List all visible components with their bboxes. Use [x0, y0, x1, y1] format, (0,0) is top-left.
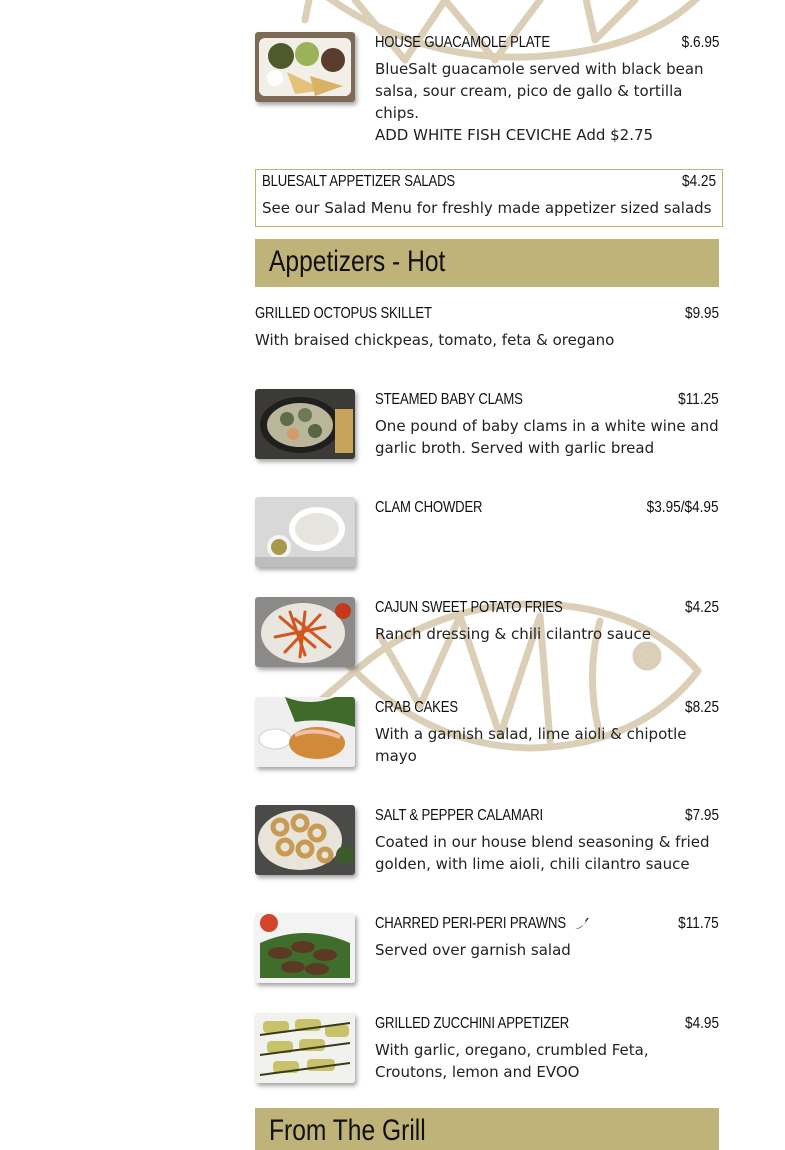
item-description: With braised chickpeas, tomato, feta & oregano	[255, 331, 615, 349]
menu-item-guacamole	[255, 32, 719, 152]
section-title: Appetizers - Hot	[269, 245, 446, 278]
item-price: $4.25	[684, 599, 719, 616]
item-price: $8.25	[684, 699, 719, 716]
item-name: HOUSE GUACAMOLE PLATE	[375, 34, 550, 51]
chowder-photo	[255, 497, 355, 567]
section-banner-appetizers-hot	[255, 239, 719, 287]
prawns-photo	[255, 913, 355, 983]
chili-pepper-icon	[574, 917, 589, 931]
guacamole-photo	[255, 32, 355, 102]
item-description: With a garnish salad, lime aioli & chipotle mayo	[375, 725, 687, 765]
menu-item-appetizer-salads	[255, 169, 723, 227]
item-description: See our Salad Menu for freshly made appetizer sized salads	[262, 199, 712, 217]
menu-item-crab-cakes	[255, 697, 719, 777]
item-price: $4.95	[684, 1015, 719, 1032]
item-description: Ranch dressing & chili cilantro sauce	[375, 625, 651, 643]
item-name: CAJUN SWEET POTATO FRIES	[375, 599, 563, 616]
item-price: $4.25	[681, 173, 716, 190]
menu-item-grilled-zucchini	[255, 1013, 719, 1093]
menu-item-clam-chowder	[255, 497, 719, 569]
item-price: $11.25	[678, 391, 719, 408]
item-description: Coated in our house blend seasoning & fried golden, with lime aioli, chili cilantro sauce	[375, 833, 710, 873]
item-name: BLUESALT APPETIZER SALADS	[262, 173, 456, 190]
section-banner-from-the-grill	[255, 1108, 719, 1150]
item-description: With garlic, oregano, crumbled Feta, Croutons, lemon and EVOO	[375, 1041, 649, 1081]
item-price: $3.95/$4.95	[647, 499, 719, 516]
zucchini-photo	[255, 1013, 355, 1083]
item-description: Served over garnish salad	[375, 941, 571, 959]
item-price: $7.95	[684, 807, 719, 824]
menu-item-octopus	[255, 303, 719, 359]
item-name: STEAMED BABY CLAMS	[375, 391, 523, 408]
fries-photo	[255, 597, 355, 667]
menu-item-peri-peri-prawns	[255, 913, 719, 985]
item-addon: ADD WHITE FISH CEVICHE Add $2.75	[375, 126, 654, 144]
item-price: $.6.95	[681, 34, 719, 51]
item-name: GRILLED ZUCCHINI APPETIZER	[375, 1015, 570, 1032]
item-name: CHARRED PERI-PERI PRAWNS	[375, 915, 589, 933]
section-title: From The Grill	[269, 1114, 426, 1147]
menu-item-clams	[255, 389, 719, 469]
clams-photo	[255, 389, 355, 459]
calamari-photo	[255, 805, 355, 875]
item-name: GRILLED OCTOPUS SKILLET	[255, 305, 432, 322]
item-price: $11.75	[678, 915, 719, 932]
menu-item-calamari	[255, 805, 719, 885]
menu-item-sweet-potato-fries	[255, 597, 719, 669]
item-name: CLAM CHOWDER	[375, 499, 483, 516]
crab-cakes-photo	[255, 697, 355, 767]
item-price: $9.95	[684, 305, 719, 322]
item-name: CRAB CAKES	[375, 699, 458, 716]
item-description: BlueSalt guacamole served with black bean salsa, sour cream, pico de gallo & tortilla chips.	[375, 60, 704, 122]
item-name: SALT & PEPPER CALAMARI	[375, 807, 543, 824]
item-description: One pound of baby clams in a white wine and garlic broth. Served with garlic bread	[375, 417, 719, 457]
